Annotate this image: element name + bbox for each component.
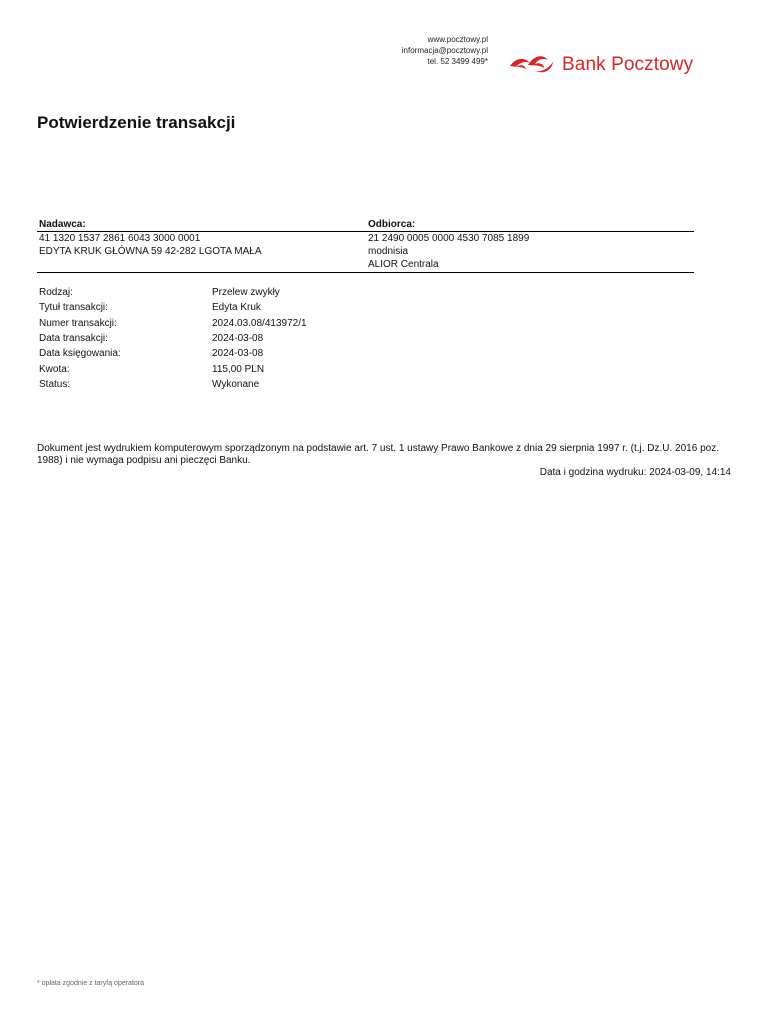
parties-header bbox=[37, 216, 694, 232]
sender-details bbox=[39, 232, 262, 258]
sender-name-address: EDYTA KRUK GŁÓWNA 59 42-282 LGOTA MAŁA bbox=[39, 246, 262, 257]
detail-row-number bbox=[39, 316, 307, 331]
website-link[interactable]: www.pocztowy.pl bbox=[427, 35, 488, 44]
contact-info bbox=[402, 34, 488, 67]
recipient-name: modnisia bbox=[368, 246, 409, 257]
detail-value: Przelew zwykły bbox=[212, 287, 280, 299]
page-title: Potwierdzenie transakcji bbox=[37, 113, 236, 132]
parties-divider bbox=[37, 272, 694, 273]
detail-row-status bbox=[39, 377, 307, 392]
bank-logo bbox=[508, 50, 693, 80]
bank-logo-icon bbox=[508, 52, 556, 78]
detail-value: Edyta Kruk bbox=[212, 302, 261, 314]
recipient-heading: Odbiorca: bbox=[368, 219, 416, 230]
detail-label: Numer transakcji: bbox=[39, 317, 117, 329]
legal-note: Dokument jest wydrukiem komputerowym sporządzonym na podstawie art. 7 ust. 1 ustawy Prawo Bankowe z dnia 29 sierpnia 1997 r. (t.j. Dz.U. 2016 poz. 1988) i nie wymaga podpisu ani pieczęci Banku. bbox=[37, 443, 719, 466]
bank-name: Bank Pocztowy bbox=[562, 54, 694, 75]
detail-row-booking-date bbox=[39, 346, 307, 361]
detail-value: 2024.03.08/413972/1 bbox=[212, 317, 307, 329]
phone-number: tel. 52 3499 499* bbox=[427, 57, 488, 66]
detail-row-type bbox=[39, 285, 307, 300]
detail-value: 115,00 PLN bbox=[212, 363, 265, 375]
recipient-account: 21 2490 0005 0000 4530 7085 1899 bbox=[368, 233, 530, 244]
detail-label: Data księgowania: bbox=[39, 348, 121, 360]
detail-row-amount bbox=[39, 361, 307, 376]
detail-row-transaction-date bbox=[39, 331, 307, 346]
detail-label: Rodzaj: bbox=[39, 287, 73, 299]
recipient-details bbox=[368, 232, 529, 271]
detail-value: Wykonane bbox=[212, 378, 260, 390]
print-timestamp: Data i godzina wydruku: 2024-03-09, 14:14 bbox=[539, 467, 731, 478]
detail-row-title bbox=[39, 300, 307, 315]
detail-value: 2024-03-08 bbox=[212, 333, 264, 345]
email-link[interactable]: informacja@pocztowy.pl bbox=[401, 46, 488, 55]
detail-label: Status: bbox=[39, 378, 71, 390]
sender-heading: Nadawca: bbox=[39, 219, 86, 230]
detail-label: Tytuł transakcji: bbox=[39, 302, 108, 314]
recipient-bank: ALIOR Centrala bbox=[368, 259, 439, 270]
parties-table bbox=[37, 216, 694, 274]
sender-account: 41 1320 1537 2861 6043 3000 0001 bbox=[39, 233, 201, 244]
detail-label: Kwota: bbox=[39, 363, 70, 375]
detail-label: Data transakcji: bbox=[39, 333, 108, 345]
detail-value: 2024-03-08 bbox=[212, 348, 264, 360]
transaction-details bbox=[39, 285, 307, 392]
footnote: * opłata zgodnie z taryfą operatora bbox=[37, 980, 145, 987]
